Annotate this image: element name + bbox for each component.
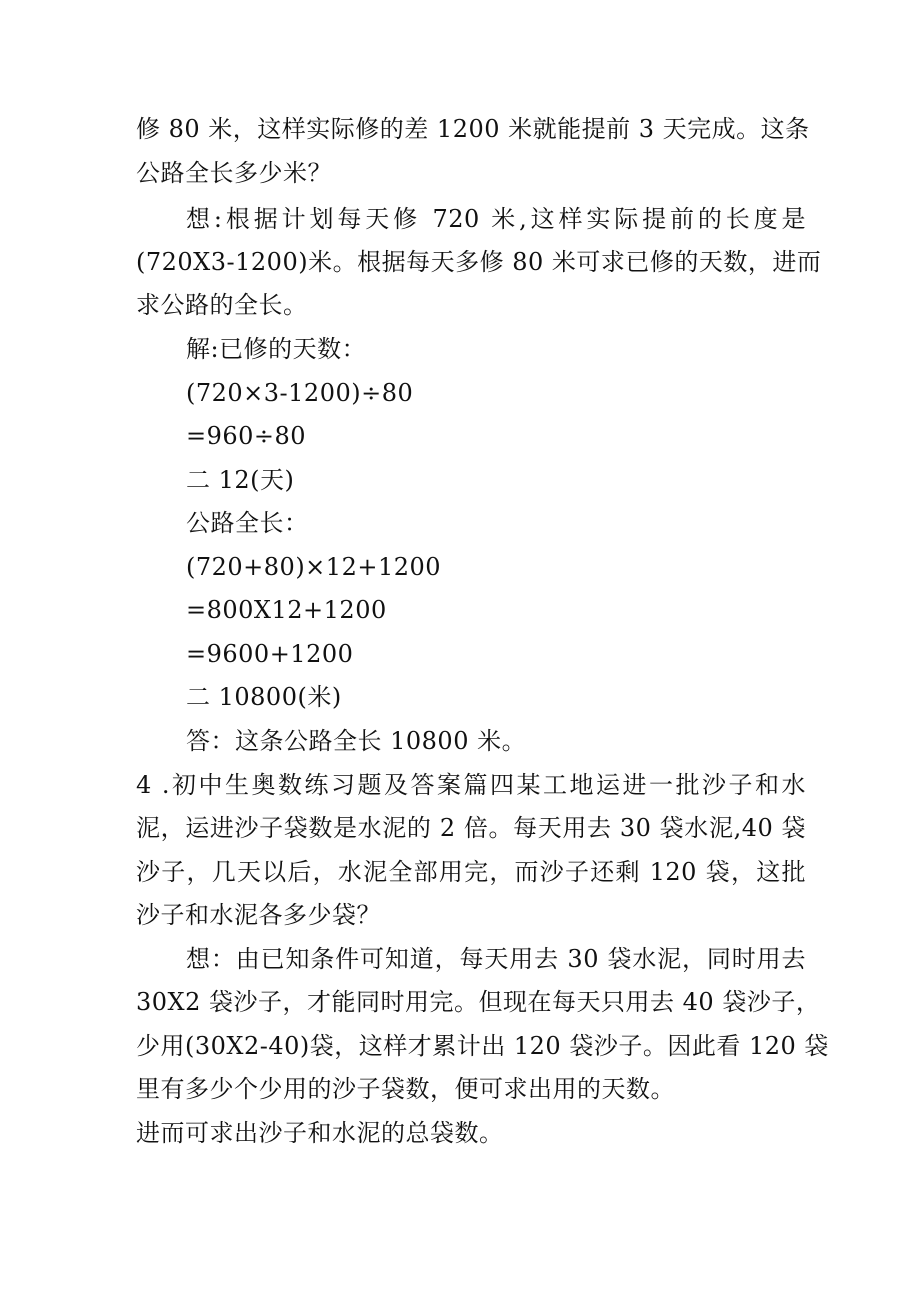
math-line: (720+80)×12+1200 (186, 553, 442, 581)
text-line: 沙子和水泥各多少袋？ (136, 901, 381, 929)
section-heading-line: 4 .初中生奥数练习题及答案篇四某工地运进一批沙子和水 (136, 771, 806, 799)
answer-line: 答：这条公路全长 10800 米。 (186, 727, 527, 755)
text-line: 30X2 袋沙子，才能同时用完。但现在每天只用去 40 袋沙子， (136, 988, 821, 1016)
text-line: 求公路的全长。 (136, 291, 308, 319)
text-line: 公路全长： (186, 509, 309, 537)
text-line: 想:根据计划每天修 720 米,这样实际提前的长度是 (186, 205, 806, 233)
text-line: 沙子，几天以后，水泥全部用完，而沙子还剩 120 袋，这批 (136, 858, 806, 886)
text-line: 解:已修的天数： (186, 335, 367, 363)
math-line: (720×3-1200)÷80 (186, 379, 414, 407)
text-line: 修 80 米，这样实际修的差 1200 米就能提前 3 天完成。这条 (136, 115, 810, 143)
math-line: =960÷80 (186, 422, 307, 450)
math-line: =800X12+1200 (186, 596, 387, 624)
text-line: 想：由已知条件可知道，每天用去 30 袋水泥，同时用去 (186, 945, 806, 973)
text-line: 进而可求出沙子和水泥的总袋数。 (136, 1119, 504, 1147)
math-line: =9600+1200 (186, 640, 354, 668)
math-line: 二 10800(米) (186, 683, 342, 711)
text-line: 少用(30X2-40)袋，这样才累计出 120 袋沙子。因此看 120 袋 (136, 1032, 829, 1060)
text-line: 里有多少个少用的沙子袋数，便可求出用的天数。 (136, 1075, 675, 1103)
text-line: (720X3-1200)米。根据每天多修 80 米可求已修的天数，进而 (136, 248, 822, 276)
math-line: 二 12(天) (186, 466, 295, 494)
text-line: 公路全长多少米？ (136, 159, 332, 187)
text-line: 泥，运进沙子袋数是水泥的 2 倍。每天用去 30 袋水泥,40 袋 (136, 814, 806, 842)
